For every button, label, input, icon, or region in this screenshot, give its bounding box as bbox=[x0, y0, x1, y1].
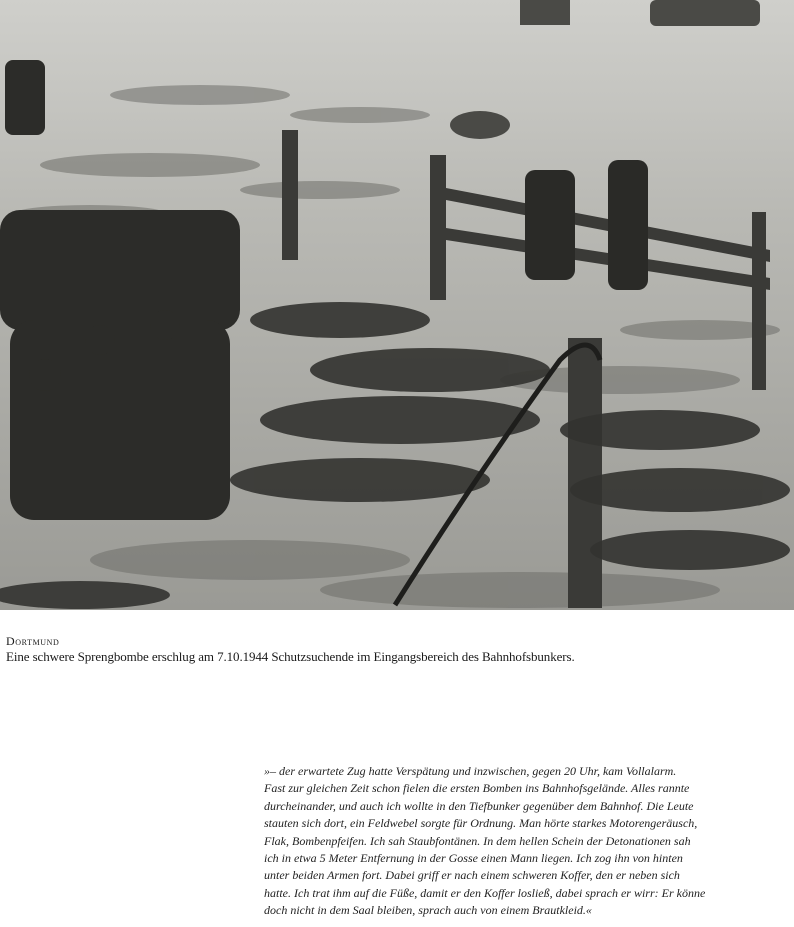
caption-location: Dortmund bbox=[6, 634, 60, 648]
quote-line: unter beiden Armen fort. Dabei griff er nach einem schweren Koffer, den er neben sich bbox=[264, 868, 680, 883]
quote-line: durcheinander, und auch ich wollte in den Tiefbunker gegenüber dem Bahnhof. Die Leute bbox=[264, 798, 694, 813]
quote-line: Fast zur gleichen Zeit schon fielen die ersten Bomben ins Bahnhofsgelände. Alles rannte bbox=[264, 781, 690, 796]
quote-line: ich in etwa 5 Meter Entfernung in der Gosse einen Mann liegen. Ich zog ihn von hinten bbox=[264, 851, 683, 866]
quote-line: hatte. Ich trat ihm auf die Füße, damit er den Koffer losließ, dabei sprach er wirr: Er könne bbox=[264, 885, 706, 900]
quote-line: Flak, Bombenpfeifen. Ich sah Staubfontänen. In dem hellen Schein der Detonationen sah bbox=[264, 833, 691, 848]
caption-text: Eine schwere Sprengbombe erschlug am 7.10.1944 Schutzsuchende im Eingangsbereich des Bahnhofsbunkers. bbox=[6, 649, 575, 664]
quote-line: doch nicht in dem Saal bleiben, sprach auch von einem Brautkleid.« bbox=[264, 903, 592, 918]
eyewitness-quote bbox=[264, 763, 769, 920]
quote-line: »– der erwartete Zug hatte Verspätung und inzwischen, gegen 20 Uhr, kam Vollalarm. bbox=[264, 764, 677, 778]
quote-line: stauten sich dort, ein Feldwebel sorgte für Ordnung. Man hörte starkes Motorengeräusch, bbox=[264, 816, 698, 831]
